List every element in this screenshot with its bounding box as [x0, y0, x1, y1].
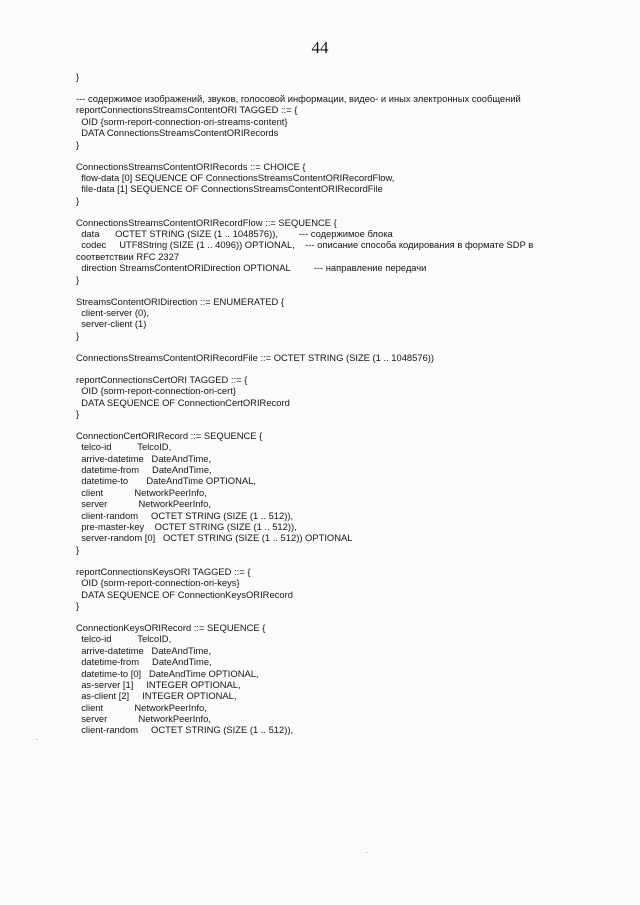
code-line: client-random OCTET STRING (SIZE (1 .. 512)), — [76, 509, 294, 521]
code-line: ConnectionCertORIRecord ::= SEQUENCE { — [76, 429, 263, 441]
blank-line — [76, 611, 600, 622]
blank-line — [76, 363, 600, 374]
code-line: ConnectionsStreamsContentORIRecords ::= CHOICE { — [76, 160, 306, 172]
blank-line — [76, 82, 600, 93]
code-line: DATA ConnectionsStreamsContentORIRecords — [76, 127, 279, 139]
code-line: ConnectionsStreamsContentORIRecordFile ::= OCTET STRING (SIZE (1 .. 1048576)) — [76, 351, 435, 363]
code-line: server-client (1) — [76, 318, 147, 330]
code-line: OID {sorm-report-connection-ori-cert} — [76, 385, 236, 397]
code-line: } — [76, 407, 80, 419]
blank-line — [76, 206, 600, 217]
code-line: ConnectionsStreamsContentORIRecordFlow ::= SEQUENCE { — [76, 216, 337, 228]
code-line: telco-id TelcoID, — [76, 633, 172, 645]
blank-line — [76, 285, 600, 296]
code-line: соответствии RFC 2327 — [76, 250, 180, 262]
code-line: DATA SEQUENCE OF ConnectionCertORIRecord — [76, 396, 290, 408]
code-line: } — [76, 599, 80, 611]
code-line: StreamsContentORIDirection ::= ENUMERATED { — [76, 295, 284, 307]
code-line: reportConnectionsKeysORI TAGGED ::= { — [76, 565, 251, 577]
code-line: telco-id TelcoID, — [76, 441, 172, 453]
code-line: datetime-from DateAndTime, — [76, 464, 212, 476]
code-line: reportConnectionsCertORI TAGGED ::= { — [76, 373, 248, 385]
blank-line — [76, 419, 600, 430]
code-line: server NetworkPeerInfo, — [76, 713, 211, 725]
code-line: client NetworkPeerInfo, — [76, 486, 207, 498]
blank-line — [76, 150, 600, 161]
code-line: arrive-datetime DateAndTime, — [76, 452, 212, 464]
code-line: server NetworkPeerInfo, — [76, 498, 211, 510]
code-line: datetime-to [0] DateAndTime OPTIONAL, — [76, 667, 259, 679]
code-line: ConnectionKeysORIRecord ::= SEQUENCE { — [76, 621, 266, 633]
page-number: 44 — [311, 38, 329, 57]
code-line: reportConnectionsStreamsContentORI TAGGED ::= { — [76, 104, 298, 116]
code-line: --- содержимое изображений, звуков, голосовой информации, видео- и иных электронных сообщений — [76, 92, 521, 104]
code-line: as-server [1] INTEGER OPTIONAL, — [76, 678, 241, 690]
code-line: codec UTF8String (SIZE (1 .. 4096)) OPTIONAL, --- описание способа кодирования в формате SDP в — [76, 239, 534, 251]
code-line: flow-data [0] SEQUENCE OF ConnectionsStreamsContentORIRecordFlow, — [76, 171, 395, 183]
code-line: pre-master-key OCTET STRING (SIZE (1 .. 512)), — [76, 521, 297, 533]
code-line: arrive-datetime DateAndTime, — [76, 644, 212, 656]
code-line: server-random [0] OCTET STRING (SIZE (1 .. 512)) OPTIONAL — [76, 532, 353, 544]
code-line: datetime-from DateAndTime, — [76, 656, 212, 668]
asn1-listing — [76, 71, 600, 736]
code-line: DATA SEQUENCE OF ConnectionKeysORIRecord — [76, 588, 293, 600]
code-line: client NetworkPeerInfo, — [76, 701, 207, 713]
code-line: OID {sorm-report-connection-ori-keys} — [76, 577, 240, 589]
code-line: file-data [1] SEQUENCE OF ConnectionsStreamsContentORIRecordFile — [76, 183, 383, 195]
code-line: client-server (0), — [76, 307, 149, 319]
code-line: as-client [2] INTEGER OPTIONAL, — [76, 690, 237, 702]
code-line: client-random OCTET STRING (SIZE (1 .. 512)), — [76, 724, 294, 736]
blank-line — [76, 341, 600, 352]
code-line: } — [76, 273, 80, 285]
code-line: direction StreamsContentORIDirection OPTIONAL --- направление передачи — [76, 262, 427, 274]
code-line: } — [76, 194, 80, 206]
code-line: OID {sorm-report-connection-ori-streams-content} — [76, 115, 288, 127]
code-line: } — [76, 138, 80, 150]
code-line: } — [76, 543, 80, 555]
code-line: data OCTET STRING (SIZE (1 .. 1048576)), --- содержимое блока — [76, 228, 393, 240]
blank-line — [76, 555, 600, 566]
code-line: } — [76, 71, 80, 82]
code-line: datetime-to DateAndTime OPTIONAL, — [76, 475, 256, 487]
code-line: } — [76, 329, 80, 341]
